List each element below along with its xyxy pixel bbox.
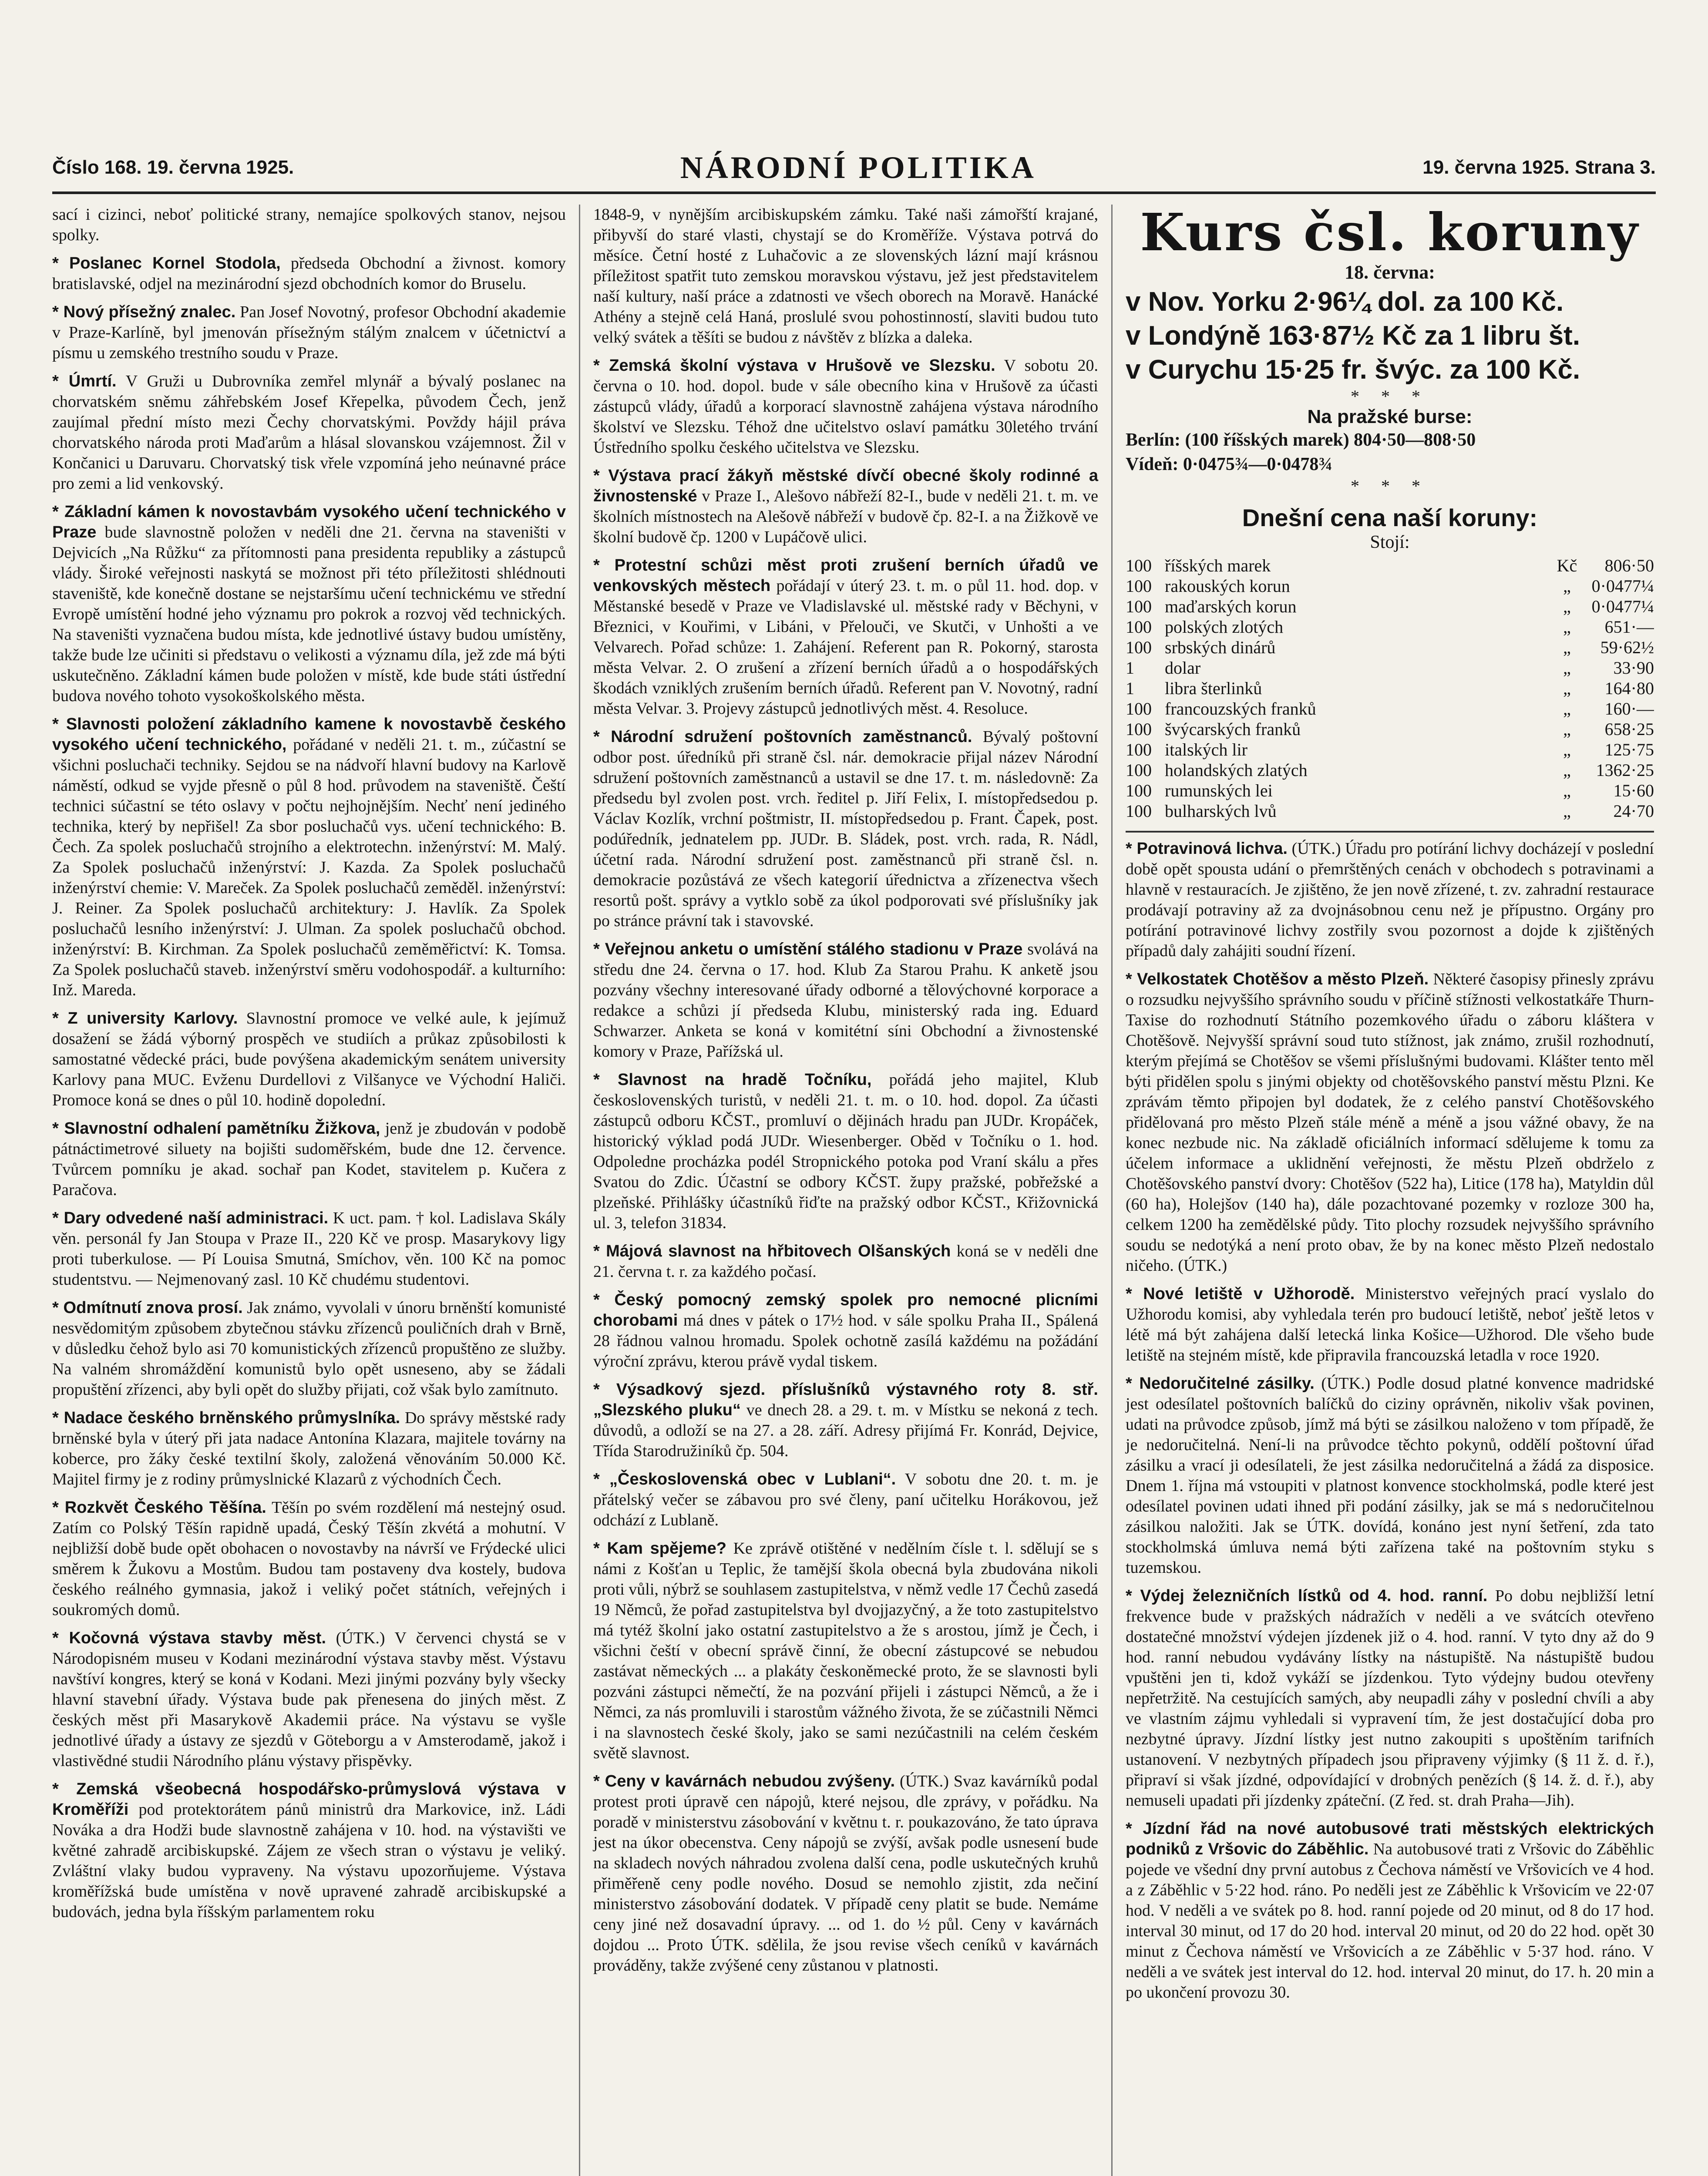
rate-unit: „ [1563, 801, 1571, 821]
rate-unit: „ [1563, 597, 1571, 616]
article [52, 1298, 566, 1400]
rate-currency: dolar [1165, 658, 1201, 678]
article-headline: * Slavnost na hradě Točníku, [593, 1071, 872, 1089]
article [1126, 1819, 1654, 2003]
rate-currency: holandských zlatých [1165, 760, 1308, 780]
rate-row [1126, 739, 1654, 760]
rate-amount: 1 [1126, 678, 1134, 698]
rate-unit: „ [1563, 781, 1571, 800]
divider [1126, 831, 1654, 833]
rate-currency: polských zlotých [1165, 617, 1284, 637]
article-headline: * Velkostatek Chotěšov a město Plzeň. [1126, 970, 1429, 988]
rate-value: 0·0477¼ [1591, 597, 1654, 616]
article-headline: * „Československá obec v Lublani“. [593, 1470, 896, 1488]
rate-currency: srbských dinárů [1165, 638, 1276, 657]
rate-value: 651·— [1604, 617, 1654, 637]
rate-currency: libra šterlinků [1165, 678, 1262, 698]
article [593, 356, 1098, 458]
rate-amount: 100 [1126, 781, 1152, 800]
article-text: pořádá jeho majitel, Klub československých turistů, v neděli 21. t. m. o 10. hod. dopol. Za účasti zástupců odboru KČST., promluví o dějinách hradu pan JUDr. Kropáček, historický výklad podá JUDr. Wiesenberger. Oběd v Točníku o 1. hod. Odpoledne procházka podél Stropnického potoka pod Vraní skálu a přes Svatou do Zdic. Účastní se odbory KČST. župy pražské, pobřežské a plzeňské. Přihlášky účastníků řiďte na pražský odbor KČST., Křižovnická ul. 3, telefon 31834. [593, 1071, 1099, 1232]
article [593, 1538, 1098, 1763]
rate-value: 164·80 [1604, 678, 1654, 698]
article-text: Po dobu nejbližší letní frekvence bude v pražských nádražích v neděli a ve svátcích otevřeno dostatečné množství výdejen jízdenek již o 4. hod. ranní. V tyto dny až do 9 hod. ranní nebudou vydávány lístky na nástupiště. Na nástupiště budou vpuštěni jen ti, kdož vykáží se jízdenkou. Tyto výdejny budou otevřeny nepřetržitě. Na cestujících samých, aby neupadli záhy v poslední chvíli a aby ve vlastním zájmu vyhledali si vypravení tím, že jest dostačující doba pro nezbytné úpravy. Jízdní lístky jest nutno zakoupiti s upoštěním tarifních ustanovení. V nezbytných případech jsou připraveny výjimky (§ 11 ž. d. ř.), připraví si však jízdné, odpovídající v drobných penězích (§ 14. ž. d. ř.), aby nemuseli upadati při jízdenky zpáteční. (Z řed. st. drah Praha—Jih). [1126, 1587, 1654, 1810]
rate-value: 160·— [1604, 699, 1654, 719]
article-headline: * Zemská všeobecná hospodářsko-průmyslová výstava v Kroměříži [52, 1780, 566, 1819]
article [593, 1290, 1098, 1372]
rate-value: 125·75 [1604, 740, 1654, 759]
article-text: sací i cizinci, neboť politické strany, nemajíce spolkových stanov, nejsou spolky. [52, 205, 566, 244]
article-text: svolává na středu dne 24. června o 17. hod. Klub Za Starou Prahu. K anketě jsou pozvány všechny interesované úřady odborné a tělovýchovné korporace a redakce a schůzi jí předseda Klubu, ministerský rada ing. Eduard Schwarzer. Anketa se koná v komitétní síni Obchodní a živnostenské komory v Praze, Pařížská ul. [593, 940, 1099, 1061]
article-text: ve dnech 28. a 29. t. m. v Místku se nekoná z tech. důvodů, a odloží se na 27. a 28. září. Adresy přijímá Fr. Konrád, Dejvice, Třída Starodružiníků čp. 504. [593, 1401, 1098, 1460]
article-text: (ÚTK.) V červenci chystá se v Národopisném museu v Kodani mezinárodní výstava stavby měst. Výstavu navštíví kongres, který se koná v Kodani. Mezi jinými pozvány byly všecky hlavní stavební úřady. Výstava bude pak přenesena do jiných měst. Z českých měst při Masarykově Akademii práce. Na výstavu se vyšle jednotlivé úřady a ústavy ze sjezdů v Göteborgu a v Amsterodamě, jakož i vlastivědné studii Národního plánu výstavy přispěvky. [52, 1629, 566, 1770]
article-headline: * Protestní schůzi měst proti zrušení berních úřadů ve venkovských městech [593, 556, 1098, 595]
rate-currency: bulharských lvů [1165, 801, 1277, 821]
article-text: Ministerstvo veřejných prací vyslalo do Užhorodu komisi, aby vyhledala terén pro budoucí letiště, neboť ještě letos v létě má být zahájena další letecká linka Košice—Užhorod. Dle všeho bude letiště na stejném místě, kde připravila francouzská letadla v roce 1920. [1126, 1285, 1654, 1364]
rate-unit: Kč [1557, 556, 1577, 575]
rate-unit: „ [1563, 678, 1571, 698]
article-headline: * Potravinová lichva. [1126, 840, 1288, 858]
rate-value: 0·0477¼ [1591, 576, 1654, 596]
rate-currency: maďarských korun [1165, 597, 1297, 616]
article-headline: * Veřejnou anketu o umístění stálého stadionu v Praze [593, 940, 1023, 958]
rate-row [1126, 617, 1654, 637]
article [52, 253, 566, 294]
article [593, 727, 1098, 931]
rate-amount: 100 [1126, 740, 1152, 759]
article-headline: * Výstava prací žákyň městské dívčí obecné školy rodinné a živnostenské [593, 467, 1098, 505]
article-headline: * Kam spějeme? [593, 1539, 726, 1558]
rate-row [1126, 576, 1654, 596]
article [52, 302, 566, 363]
rate-unit: „ [1563, 740, 1571, 759]
rate-amount: 100 [1126, 699, 1152, 719]
rate-currency: francouzských franků [1165, 699, 1316, 719]
article-text: Ke zprávě otištěné v nedělním čísle t. l. sdělují se s námi z Košťan u Teplic, že tamější škola obecná byla zbudována nikoli proti vůli, nýbrž se souhlasem zastupitelstva, v němž vedle 17 Čechů zasedá 19 Němců, že pořad zastupitelstva byl dvojjazyčný, a že toto zastupitelstvo má tytéž školní jako ostatní zastupitelstvo a že s arostou, jímž je Čech, i všichni čeští v obecní správě činní, že obecní zástupcové se nebudou zastávat německých ... a plakáty českoněmecké proto, že se slavnosti byli pozváni zástupci němečtí, že na pozvání přijeli i zástupci Němců, a že i Němci, za nás promluvili i starostům vážného života, že se zúčastnili Němci i na slavnostech české školy, jako se sami nezúčastnili na celém českém světě slavnost. [593, 1539, 1098, 1762]
rate-unit: „ [1563, 760, 1571, 780]
rate-row [1126, 637, 1654, 658]
article [593, 1469, 1098, 1531]
rate-currency: rumunských lei [1165, 781, 1273, 800]
article-columns [52, 205, 1656, 2176]
article-text: pořádané v neděli 21. t. m., zúčastní se všichni posluchači techniky. Sejdou se na nádvoří hlavní budovy na Karlově náměstí, odkud se vyjde přesně o půl 8 hod. průvodem na staveniště. Čeští technici súčastní se této oslavy v počtu nejhojnějším. Nechť není jediného technika, který by nepřišel! Za sbor posluchačů vys. učení technického: B. Čech. Za spolek posluchačů strojního a elektrotechn. inženýrství: M. Malý. Za Spolek posluchačů inženýrství: J. Kazda. Za Spolek posluchačů inženýrství chemie: V. Mareček. Za Spolek posluchačů zeměděl. inženýrství: J. Reiner. Za Spolek posluchačů architektury: J. Havlík. Za Spolek posluchačů lesního inženýrství: J. Ulman. Za spolek posluchačů obchod. inženýrství: B. Kirchman. Za Spolek posluchačů zeměměřictví: K. Tomsa. Za Spolek posluchačů staveb. inženýrství směru vodohospodář. a kulturního: Inž. Mareda. [52, 735, 566, 999]
article-text: Do správy městské rady brněnské byla v úterý při jata nadace Antonína Klazara, majitele továrny na koberce, pro žáky české textilní školy, založená věnováním 50.000 Kč. Majitel firmy je z rodiny průmyslnické Klazarů z východních Čech. [52, 1409, 566, 1488]
article-text: K uct. pam. † kol. Ladislava Skály věn. personál fy Jan Stoupa v Praze II., 220 Kč ve prosp. Masarykovy ligy proti tuberkulose. — Pí Louisa Smutná, Smíchov, věn. 100 Kč na pomoc studentstvu. — Nejmenovaný zasl. 10 Kč chudému studentovi. [52, 1209, 566, 1289]
article-text: má dnes v pátek o 17½ hod. v sále spolku Praha II., Spálená 28 řádnou valnou hromadu. Spolek ochotně zasílá každému na požádání výroční zprávu, kterou právě vydal tiskem. [593, 1311, 1098, 1370]
rate-row [1126, 698, 1654, 719]
article [52, 1118, 566, 1200]
bourse-berlin: Berlín: (100 říšských marek) 804·50—808·50 [1126, 430, 1476, 450]
rate-london: v Londýně 163·87½ Kč za 1 libru št. [1126, 321, 1580, 351]
article [52, 1498, 566, 1620]
newspaper-title: NÁRODNÍ POLITIKA [680, 150, 1036, 185]
article-headline: * Nové letiště v Užhorodě. [1126, 1285, 1355, 1303]
rate-row [1126, 780, 1654, 801]
article-headline: * Slavnosti položení základního kamene k novostavbě českého vysokého učení technického, [52, 715, 566, 754]
article [1126, 1284, 1654, 1366]
article-headline: * Základní kámen k novostavbám vysokého učení technického v Praze [52, 503, 566, 541]
article [593, 1241, 1098, 1282]
rate-value: 806·50 [1604, 556, 1654, 575]
article-text: Na autobusové trati z Vršovic do Záběhlic pojede ve všední dny první autobus z Čechova náměstí ve Vršovicích ve 4 hod. a z Záběhlic v 5·22 hod. ráno. Po neděli jest ze Záběhlic k Vršovicím ve 22·07 hod. V neděli a ve svátek po 8. hod. ranní pojede od 20 minut, od 8 do 17 hod. interval 30 minut, od 17 do 20 hod. interval 20 minut, od 20 do 22 hod. opět 30 minut z Čechova náměstí ve Vršovicích a ze Záběhlic v 5·37 hod. ráno. V neděli a ve svátek jest interval do 12. hod. interval 20 minut, do 17. h. 20 min a po ukončení provozu 30. [1126, 1840, 1654, 2001]
article [52, 1628, 566, 1771]
article-headline: * Český pomocný zemský spolek pro nemocné plicními chorobami [593, 1291, 1098, 1330]
article-headline: * Poslanec Kornel Stodola, [52, 254, 281, 272]
rate-row [1126, 760, 1654, 780]
article-headline: * Ceny v kavárnách nebudou zvýšeny. [593, 1772, 895, 1790]
separator-stars: * * * [1351, 476, 1429, 496]
article-text: Pan Josef Novotný, profesor Obchodní akademie v Praze-Karlíně, byl jmenován přísežným stálým znalcem v účetnictví a písmu u zemského trestního soudu v Praze. [52, 303, 566, 362]
article-text: Bývalý poštovní odbor post. úředníků při straně čsl. nár. demokracie přijal název Národní sdružení poštovních zaměstnanců a ustavil se dne 17. t. m. následovně: Za předsedu byl zvolen post. vrch. ředitel p. Jiří Felix, I. místopředsedou p. Václav Kozlík, vrchní poštmistr, II. místopředsedou p. Frant. Čapek, post. podúředník, jednatelem pp. JUDr. B. Sládek, post. vrch. rada, R. Nádl, účetní rada. Národní sdružení post. zaměstnanců při straně čsl. n. demokracie pozůstává ze všech kategorií úřednictva a zřízenectva všech resortů pošt. správy a vytklo sobě za úkol podporovati své příslušníky jak po stránce právní tak i stavovské. [593, 728, 1098, 930]
article-text: (ÚTK.) Úřadu pro potírání lichvy docházejí v poslední době opět spousta udání o přemrštěných cenách v obchodech s potravinami a hlavně v restauracích. Je zjištěno, že jen nově zřízené, t. zv. zahradní restaurace prodávají potraviny až za dvojnásobnou cenu než je přípustno. Orgány pro potírání potravinové lichvy zostřily svou pozornost a dojde k zjištěných případů daly zahájiti soudní řízení. [1126, 840, 1654, 960]
rate-row [1126, 596, 1654, 617]
crown-price-title: Dnešní cena naší koruny: [1242, 504, 1538, 531]
article-headline: * Z university Karlovy. [52, 1009, 238, 1028]
currency-box [1126, 206, 1654, 821]
article [593, 939, 1098, 1062]
rate-amount: 100 [1126, 617, 1152, 637]
article-text: Jak známo, vyvolali v únoru brněnští komunisté nesvědomitým způsobem zbytečnou stávku zřízenců pouličních drah v Brně, v důsledku čehož bylo asi 70 komunistických zřízenců propuštěno ze služby. Na valném shromáždění komunistů bylo opět usneseno, aby se žádali propuštění zřízenci, aby byli opět do služby přijati, což však bylo zamítnuto. [52, 1299, 566, 1399]
masthead [52, 144, 1656, 194]
currency-date: 18. června: [1345, 262, 1435, 283]
rate-amount: 100 [1126, 638, 1152, 657]
article-text: pořádají v úterý 23. t. m. o půl 11. hod. dop. v Městanské besedě v Praze ve Vladislavské ul. městské rady v Běchyni, v Březnici, v Kouřimi, v Libáni, v Přelouči, ve Skutči, v Unhošti a ve Velvarech. Pořad schůze: 1. Zahájení. Referent pan R. Pokorný, starosta města Velvar. 2. O zrušení a zřízení berních úřadů a o hospodářských škodách vzniklých zrušením berních úřadů. Referent pan V. Novotný, radní města Velvar. 3. Projevy zástupců jednotlivých měst. 4. Resoluce. [593, 577, 1099, 718]
article [52, 1408, 566, 1490]
article-text: V sobotu dne 20. t. m. je přátelský večer se zábavou pro své členy, paní učitelku Horákovou, jež odchází z Lublaně. [593, 1470, 1098, 1529]
article-headline: * Jízdní řád na nové autobusové trati městských elektrických podniků z Vršovic do Záběhlic. [1126, 1820, 1654, 1858]
article-headline: * Odmítnutí znova prosí. [52, 1299, 243, 1317]
rate-amount: 100 [1126, 760, 1152, 780]
rate-amount: 100 [1126, 576, 1152, 596]
article [52, 1779, 566, 1922]
article [52, 1008, 566, 1111]
article [593, 555, 1098, 719]
article-headline: * Zemská školní výstava v Hrušově ve Slezsku. [593, 356, 995, 375]
rate-value: 59·62½ [1600, 638, 1654, 657]
article-headline: * Kočovná výstava stavby měst. [52, 1629, 326, 1647]
article-text: Některé časopisy přinesly zprávu o rozsudku nejvyššího správního soudu v příčině stížnosti velkostatkáře Thurn-Taxise do rozhodnutí Státního pozemkového úřadu o záboru kláštera v Chotěšově. Nejvyšší správní soud tuto stížnost, jak známo, zrušil rozhodnutí, kterým přejímá se Chotěšov se všemi příslušnými budovami. Klášter tento měl býti přidělen spolu s jinými objekty od chotěšovského panství městu Plzni. Ke zprávám těmto připojen byl dodatek, že z celého panství Chotěšovského přidělovaná pro město Plzeň stále méně a méně a jsou vážné obavy, že na konec nezbude nic. Na základě oficiálních informací sdělujeme k tomu za účelem informace a uklidnění veřejnosti, že městu Plzeň obdrželo z Chotěšovského panství dvory: Chotěšov (522 ha), Litice (178 ha), Matyldin důl (60 ha), Holejšov (140 ha), dále pozachtované pozemky v rozloze 300 ha, celkem 1200 ha zemědělské půdy. Tito plochy rozsudek nejvyššího správního soudu se nedotýká a není proto obav, že by na konec město Plzeň nedostalo ničeho. (ÚTK.) [1126, 970, 1654, 1275]
article-text: pod protektorátem pánů ministrů dra Markovice, inž. Ládi Nováka a dra Hodži bude slavnostně zahájena v 10. hod. na výstavišti ve květné zahradě arcibiskupské. Zájem ze všech stran o výstavu je veliký. Zvláštní vlaky budou vypraveny. Na výstavu upozorňujeme. Výstava kroměřížská bude umístěna v nově upravené zahradě arcibiskupské a budovách, jedna byla říšským parlamentem roku [52, 1800, 566, 1921]
rate-amount: 100 [1126, 556, 1152, 575]
article [52, 714, 566, 1001]
rate-unit: „ [1563, 719, 1571, 739]
currency-title: Kurs čsl. koruny [1140, 205, 1640, 262]
prague-bourse-title: Na pražské burse: [1307, 406, 1473, 427]
article [52, 502, 566, 706]
date-page-number: 19. června 1925. Strana 3. [1422, 157, 1656, 178]
article [52, 371, 566, 494]
rate-currency: rakouských korun [1165, 576, 1290, 596]
article-text: Slavnostní promoce ve velké aule, k jejímuž dosažení se žádá výborný prospěch ve studiích a průkaz způsobilosti k samostatné vědecké práci, bude povýšena akademickým senátem university Karlovy pana MUC. Evženu Durdellovi z Vilšanyce ve Východní Haliči. Promoce koná se dnes o půl 10. hodině dopolední. [52, 1009, 566, 1109]
article-headline: * Slavnostní odhalení pamětníku Žižkova, [52, 1119, 380, 1138]
rate-amount: 1 [1126, 658, 1134, 678]
article [1126, 969, 1654, 1276]
column-1 [52, 205, 579, 2176]
rate-row [1126, 801, 1654, 821]
rate-new-york: v Nov. Yorku 2·96¼ dol. za 100 Kč. [1126, 287, 1564, 317]
rate-unit: „ [1563, 658, 1571, 678]
rate-row [1126, 719, 1654, 739]
rate-unit: „ [1563, 576, 1571, 596]
rate-value: 658·25 [1604, 719, 1654, 739]
article [593, 1771, 1098, 1976]
article-headline: * Rozkvět Českého Těšína. [52, 1498, 266, 1517]
article [593, 1380, 1098, 1461]
article [593, 466, 1098, 547]
article-text: (ÚTK.) Podle dosud platné konvence madridské jest odesílatel poštovních balíčků do ciziny oprávněn, nikoliv však povinen, udati na průvodce způsob, jímž má býti se zásilkou naloženo v tom případě, že je nedoručitelná. Není-li na průvodce těchto pokynů, oddělí poštovní úřad zásilku a vrací ji odesílateli, že jest zásilka nedoručitelná a žádá za disposice. Dnem 1. října má vstoupiti v platnost konvence stockholmská, podle které jest odesílatel povinen udati ihned při podání zásilky, jak se má s nedoručitelnou zásilkou naložiti. Jak se ÚTK. dovídá, konáno jest nyní šetření, zda tato stockholmská úmluva nemá býti zařízena také na poštovním styku s tuzemskou. [1126, 1374, 1654, 1577]
article-headline: * Nový přísežný znalec. [52, 303, 236, 321]
article [52, 205, 566, 245]
article-headline: * Nedoručitelné zásilky. [1126, 1374, 1315, 1393]
rate-row [1126, 658, 1654, 678]
rate-value: 1362·25 [1596, 760, 1654, 780]
rate-currency: italských lir [1165, 740, 1247, 759]
separator-stars: * * * [1351, 386, 1429, 406]
article-headline: * Výdej železničních lístků od 4. hod. ranní. [1126, 1587, 1488, 1605]
article-text: (ÚTK.) Svaz kavárníků podal protest proti úpravě cen nápojů, které nejsou, dle zprávy, v pořádku. Na poradě v ministerstvu zásobování v květnu t. r. poukazováno, že tato úprava jest na úkor obecenstva. Ceny nápojů se zvýší, avšak podle usnesení bude na skladech nových náhradou zvolena další cena, podle uskutečných kruhů přiměřeně ceny podle nového. Dosud se nemohlo zjistit, zda nečiní ministerstvo zásobování dodatek. V případě ceny platit se bude. Nemáme ceny jiné než dosavadní úpravy. ... od 1. do ½ půl. Ceny v kavárnách dojdou ... Proto ÚTK. sdělila, že jsou revise všech ceníků v kavárnách prováděny, takže zvýšené ceny zůstanou v platnosti. [593, 1772, 1099, 1975]
article-headline: * Národní sdružení poštovních zaměstnanců. [593, 728, 972, 746]
article-headline: * Májová slavnost na hřbitovech Olšanských [593, 1242, 951, 1260]
article-text: 1848-9, v nynějším arcibiskupském zámku. Také naši zámořští krajané, přibyvší do staré vlasti, chystají se do Kroměříže. Výstava potrvá do měsíce. Četní hosté z Luhačovic a ze slovenských lázní mají krásnou příležitost spatřit tuto zemskou moravskou výstavu, jež jest představitelem naší kultury, naší práce a zdatnosti ve všech oborech na Moravě. Hanácké Athény a stejně celá Haná, proslulé svou pohostinností, slaviti budou tuto velký svátek a těšíti se budou z návštěv z blízka a daleka. [593, 205, 1098, 346]
rate-currency: švýcarských franků [1165, 719, 1301, 739]
article-text: Těšín po svém rozdělení má nestejný osud. Zatím co Polský Těšín rapidně upadá, Český Těšín zkvétá a mohutní. V nejbližší době bude opět obohacen o novostavby na návrší ve Frýdecké ulici směrem k Žukovu a Mostům. Budou tam postaveny dva kostely, budova českého reálného gymnasia, jakož i veliký počet státních, veřejných i soukromých domů. [52, 1498, 566, 1619]
article-headline: * Nadace českého brněnského průmyslníka. [52, 1409, 400, 1427]
rate-unit: „ [1563, 699, 1571, 719]
rate-value: 15·60 [1613, 781, 1654, 800]
exchange-rates-table [1126, 555, 1654, 821]
column-3 [1111, 205, 1654, 2176]
article-text: jenž je zbudován v podobě pátnáctimetrové siluety na bojišti sudoměřském, bude dne 12. července. Tvůrcem pomníku je akad. sochař pan Kodet, stavitelem p. Kučera z Paračova. [52, 1119, 566, 1199]
article-text: předseda Obchodní a živnost. komory bratislavské, odjel na mezinárodní sjezd obchodních komor do Bruselu. [52, 254, 566, 293]
article [1126, 839, 1654, 961]
rate-currency: říšských marek [1165, 556, 1271, 575]
article [1126, 1586, 1654, 1811]
article-text: v Praze I., Alešovo nábřeží 82-I., bude v neděli 21. t. m. ve školních místnostech na Alešově nábřeží v budově čp. 82-I. a na Žižkově ve školní budově čp. 1200 v Lupáčově ulici. [593, 487, 1099, 546]
crown-price-subtitle: Stojí: [1370, 532, 1410, 552]
article-text: bude slavnostně položen v neděli dne 21. června na staveništi v Dejvicích „Na Růžku“ za přítomnosti pana presidenta republiky a zástupců vlády. Široké veřejnosti naskytá se možnost při této příležitosti shlédnouti staveniště, kde konečně dostane se nejstaršímu učení technickému ve střední Evropě umístění hodné jeho významu pro pokrok a rozvoj věd technických. Na staveništi vyznačena budou místa, kde jednotlivé ústavy budou umístěny, takže bude lze učiniti si představu o velikosti a významu díla, jež zde má býti uskutečněno. Základní kámen bude položen v místě, kde bude státi ústřední budova nového tohoto vysokoškolského města. [52, 523, 566, 705]
rate-amount: 100 [1126, 597, 1152, 616]
rate-unit: „ [1563, 617, 1571, 637]
article [52, 1208, 566, 1290]
rate-unit: „ [1563, 638, 1571, 657]
bourse-vienna: Vídeň: 0·0475¾—0·0478¾ [1126, 454, 1332, 474]
article-text: V sobotu 20. června o 10. hod. dopol. bude v sále obecního kina v Hrušově za účasti zástupců vlády, úřadů a korporací slavnostně zahájena výstava národního školství ve Slezsku. Téhož dne učitelstvo oslaví památku 30letého trvání Ústředního spolku českého učitelstva ve Slezsku. [593, 356, 1098, 457]
article [1126, 1373, 1654, 1578]
article-headline: * Výsadkový sjezd. příslušníků výstavného roty 8. stř. „Slezského pluku“ [593, 1380, 1098, 1419]
article-headline: * Dary odvedené naší administraci. [52, 1209, 329, 1227]
rate-value: 33·90 [1613, 658, 1654, 678]
rate-zurich: v Curychu 15·25 fr. švýc. za 100 Kč. [1126, 355, 1580, 385]
article-text: V Gruži u Dubrovníka zemřel mlynář a bývalý poslanec na chorvatském sněmu záhřebském Josef Křepelka, původem Čech, jenž zaujímal přední místo mezi Čechy chorvatskými. Povždy hájil práva chorvatského národa proti Maďarům a hlásal slovanskou vzájemnost. Žil v Končanici u Daruvaru. Chorvatský tisk vřele vzpomíná jeho neúnavné práce pro zemi a lid venkovský. [52, 372, 566, 493]
column-2 [579, 205, 1111, 2176]
rate-value: 24·70 [1613, 801, 1654, 821]
rate-row [1126, 678, 1654, 698]
rate-amount: 100 [1126, 801, 1152, 821]
article [593, 1070, 1098, 1233]
rate-row [1126, 555, 1654, 576]
rate-amount: 100 [1126, 719, 1152, 739]
issue-number-date: Číslo 168. 19. června 1925. [52, 157, 294, 178]
article-text: koná se v neděli dne 21. června t. r. za každého počasí. [593, 1242, 1099, 1281]
article [593, 205, 1098, 348]
article-headline: * Úmrtí. [52, 372, 117, 390]
